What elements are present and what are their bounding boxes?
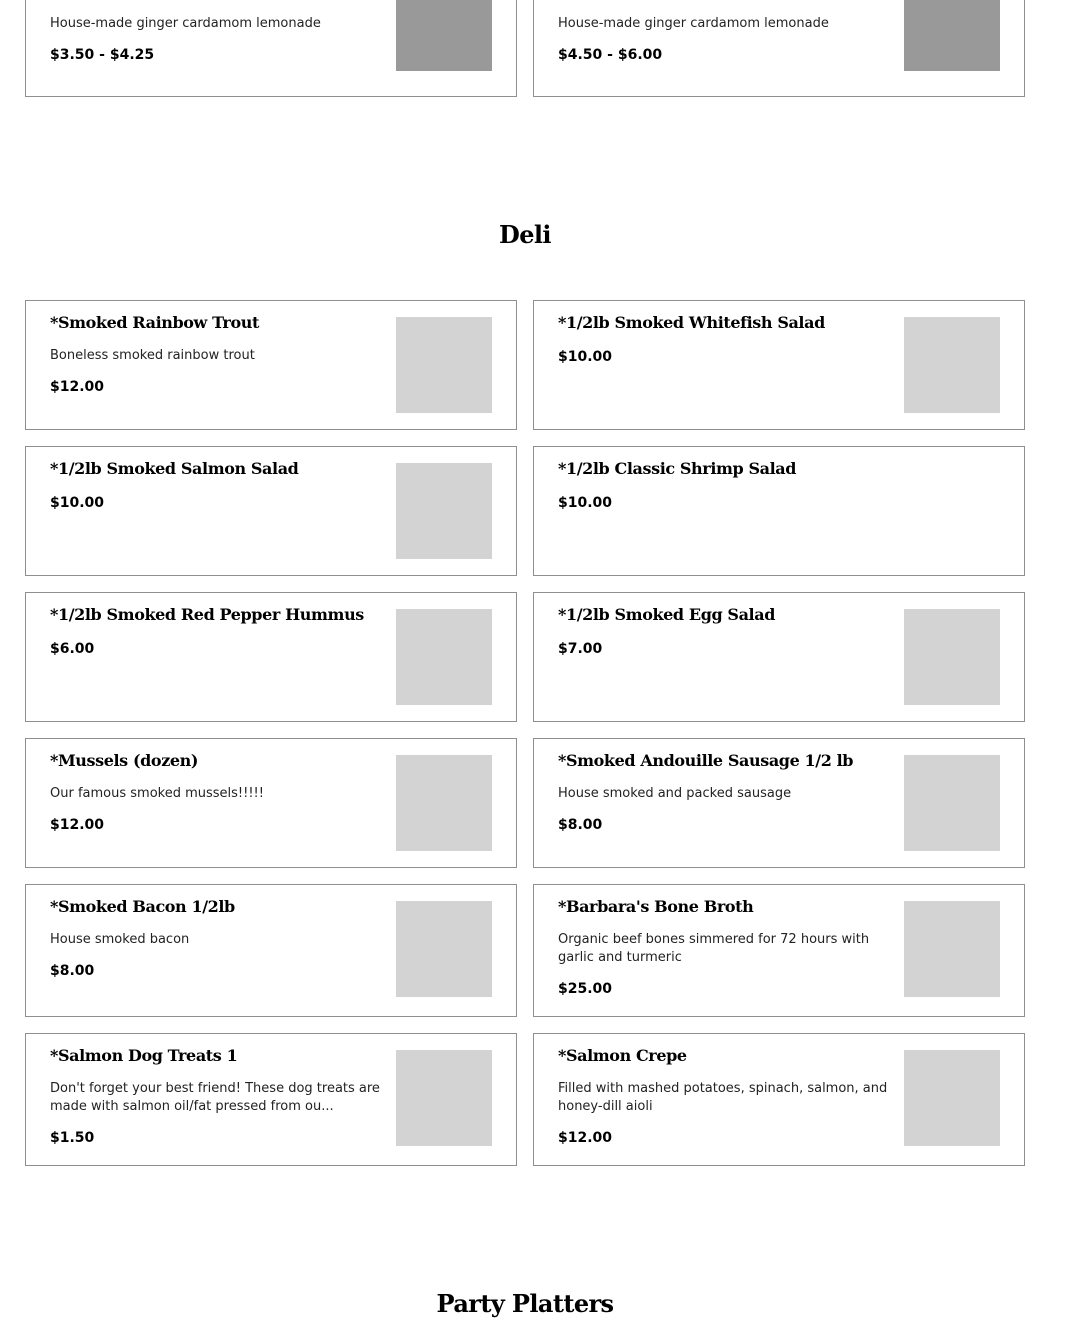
item-image	[904, 317, 1000, 413]
item-price: $8.00	[558, 817, 603, 833]
item-image	[904, 901, 1000, 997]
menu-item-card[interactable]	[533, 446, 1025, 576]
item-name: *1/2lb Smoked Egg Salad	[558, 605, 775, 624]
item-price: $7.00	[558, 641, 603, 657]
menu-item-card[interactable]	[533, 884, 1025, 1017]
item-price: $12.00	[50, 817, 105, 833]
item-image	[904, 1050, 1000, 1146]
item-description: Organic beef bones simmered for 72 hours with garlic and turmeric	[558, 932, 870, 965]
item-name: *1/2lb Smoked Whitefish Salad	[558, 313, 825, 332]
item-price: $6.00	[50, 641, 95, 657]
item-name: *1/2lb Classic Shrimp Salad	[558, 459, 797, 478]
item-description: House-made ginger cardamom lemonade	[50, 16, 321, 31]
item-image	[396, 755, 492, 851]
menu-item-card[interactable]	[25, 738, 517, 868]
item-name: *Mussels (dozen)	[50, 751, 199, 770]
item-name: *Salmon Crepe	[558, 1046, 687, 1065]
item-name: *Barbara's Bone Broth	[558, 897, 754, 916]
item-price: $10.00	[50, 495, 105, 511]
item-description: Boneless smoked rainbow trout	[50, 348, 255, 363]
menu-item-card[interactable]	[533, 592, 1025, 722]
menu-item-card[interactable]	[25, 446, 517, 576]
item-image	[396, 1050, 492, 1146]
item-description: Our famous smoked mussels!!!!!	[50, 786, 264, 801]
item-price: $25.00	[558, 981, 613, 997]
item-name: *Smoked Bacon 1/2lb	[50, 897, 235, 916]
item-name: *1/2lb Smoked Red Pepper Hummus	[50, 605, 364, 624]
item-image	[904, 0, 1000, 71]
item-image	[396, 463, 492, 559]
item-price: $10.00	[558, 495, 613, 511]
item-price: $1.50	[50, 1130, 95, 1146]
menu-item-card[interactable]	[25, 300, 517, 430]
menu-item-card[interactable]	[533, 300, 1025, 430]
menu-item-card[interactable]	[533, 0, 1025, 97]
menu-item-card[interactable]	[25, 592, 517, 722]
item-image	[396, 901, 492, 997]
item-description: Don't forget your best friend! These dog treats are made with salmon oil/fat pressed from ou...	[50, 1081, 380, 1114]
item-name: *Salmon Dog Treats 1	[50, 1046, 238, 1065]
item-name: *Smoked Andouille Sausage 1/2 lb	[558, 751, 854, 770]
item-image	[396, 317, 492, 413]
item-price: $8.00	[50, 963, 95, 979]
menu-item-card[interactable]	[533, 1033, 1025, 1166]
item-image	[904, 755, 1000, 851]
menu-item-card[interactable]	[25, 884, 517, 1017]
item-price: $4.50 - $6.00	[558, 47, 663, 63]
item-price: $12.00	[558, 1130, 613, 1146]
item-description: House smoked bacon	[50, 932, 190, 947]
section-title-deli: Deli	[499, 220, 551, 249]
item-description: House-made ginger cardamom lemonade	[558, 16, 829, 31]
item-name: *1/2lb Smoked Salmon Salad	[50, 459, 299, 478]
item-price: $3.50 - $4.25	[50, 47, 155, 63]
item-description: House smoked and packed sausage	[558, 786, 792, 801]
item-price: $10.00	[558, 349, 613, 365]
item-description: Filled with mashed potatoes, spinach, salmon, and honey-dill aioli	[558, 1081, 888, 1114]
menu-item-card[interactable]	[533, 738, 1025, 868]
menu-item-card[interactable]	[25, 0, 517, 97]
item-image	[396, 0, 492, 71]
item-name: *Smoked Rainbow Trout	[50, 313, 259, 332]
item-price: $12.00	[50, 379, 105, 395]
menu-item-card[interactable]	[25, 1033, 517, 1166]
item-image	[396, 609, 492, 705]
item-image	[904, 609, 1000, 705]
section-title-party-platters: Party Platters	[436, 1289, 614, 1318]
